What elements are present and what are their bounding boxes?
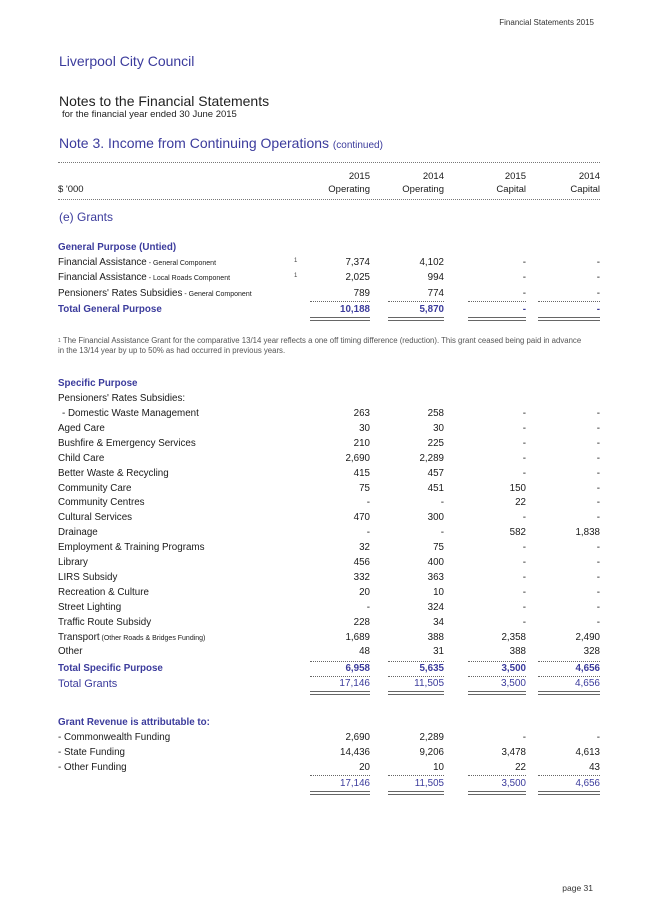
cell-2014-capital: -: [596, 304, 600, 315]
cell-2014-operating: 2,289: [419, 452, 444, 464]
cell-2014-capital: 4,656: [574, 678, 600, 689]
cell-2014-capital: 4,656: [575, 778, 600, 789]
cell-2015-capital: 3,500: [500, 678, 526, 689]
subtotal-rule: [468, 775, 526, 776]
row-label: - State Funding: [58, 747, 125, 758]
unit-label: $ '000: [58, 184, 84, 195]
col-type-4: Capital: [570, 184, 600, 195]
table-row: [58, 271, 600, 285]
table-row: [58, 731, 600, 745]
row-label: Cultural Services: [58, 512, 133, 524]
row-label: Drainage: [58, 527, 98, 539]
footnote-text: The Financial Assistance Grant for the comparative 13/14 year reflects a one off timing difference (reduction). This grant ceased being paid in advance in the 13/14 year by up to 50% as had occurred in previous years.: [58, 336, 582, 355]
cell-2015-capital: -: [522, 257, 526, 268]
row-label: Other: [58, 646, 83, 658]
col-year-2: 2014: [422, 171, 444, 182]
pension-subsidies-label-row: [58, 392, 600, 406]
note-title-text: Note 3. Income from Continuing Operations: [59, 135, 330, 151]
cell-2014-operating: 11,505: [414, 678, 444, 689]
row-label: Pensioners' Rates Subsidies: [58, 288, 183, 299]
subtotal-rule: [468, 301, 526, 302]
cell-2014-capital: -: [596, 586, 600, 598]
cell-2015-operating: 17,146: [339, 678, 370, 689]
cell-2014-capital: -: [596, 732, 600, 743]
cell-2015-capital: -: [522, 272, 526, 283]
cell-2015-operating: 10,188: [340, 304, 370, 315]
table-row: [58, 586, 600, 600]
row-label: Financial Assistance: [58, 272, 147, 283]
cell-2014-operating: 2,289: [419, 732, 444, 743]
row-label: Financial Assistance: [58, 257, 147, 268]
row-label-note: - Local Roads Component: [146, 275, 231, 282]
cell-2014-operating: 258: [427, 408, 444, 419]
cell-2014-capital: -: [596, 467, 600, 479]
table-row: [58, 645, 600, 659]
cell-2014-operating: 30: [433, 422, 444, 434]
cell-2015-operating: 30: [359, 422, 370, 434]
cell-2014-operating: 9,206: [419, 747, 444, 758]
cell-2015-capital: -: [522, 732, 526, 743]
total-double-rule: [310, 791, 370, 795]
total-double-rule: [310, 691, 370, 695]
cell-2014-capital: -: [596, 601, 600, 613]
council-name: Liverpool City Council: [59, 53, 195, 69]
cell-2015-capital: -: [522, 422, 526, 434]
row-label: - Commonwealth Funding: [58, 732, 171, 743]
note-title: [59, 135, 383, 151]
cell-2015-capital: 3,500: [501, 663, 526, 674]
total-label: Total Specific Purpose: [58, 663, 163, 674]
attributable-heading: Grant Revenue is attributable to:: [58, 717, 210, 728]
footnote-marker: 1: [58, 338, 61, 344]
cell-2015-capital: 3,500: [501, 778, 526, 789]
row-label: - Domestic Waste Management: [62, 408, 199, 419]
total-row: [58, 662, 600, 676]
cell-2015-operating: 32: [359, 542, 370, 554]
cell-2014-operating: 300: [427, 512, 444, 524]
cell-2014-operating: 363: [427, 571, 444, 583]
row-label: Bushfire & Emergency Services: [58, 437, 196, 449]
cell-2014-operating: 774: [427, 288, 444, 299]
footnote: [58, 336, 588, 356]
cell-2014-capital: -: [596, 272, 600, 283]
total-double-rule: [388, 317, 444, 321]
cell-2015-capital: -: [522, 408, 526, 419]
col-type-3: Capital: [496, 184, 526, 195]
cell-2015-capital: -: [522, 557, 526, 568]
cell-2015-capital: -: [522, 467, 526, 479]
table-row: [58, 601, 600, 615]
cell-2014-capital: -: [596, 452, 600, 464]
cell-2014-capital: -: [596, 512, 600, 524]
table-row: [58, 437, 600, 451]
table-row: [58, 422, 600, 436]
cell-2014-operating: 4,102: [419, 257, 444, 268]
cell-2014-operating: 10: [433, 762, 444, 773]
row-label: Recreation & Culture: [58, 586, 149, 598]
notes-subtitle: for the financial year ended 30 June 2015: [62, 109, 237, 120]
total-label: Total General Purpose: [58, 304, 162, 315]
row-label: Employment & Training Programs: [58, 542, 205, 554]
cell-2015-operating: 2,025: [345, 272, 370, 283]
row-label: Traffic Route Subsidy: [58, 616, 152, 628]
cell-2014-operating: 10: [433, 586, 444, 598]
cell-2015-operating: 470: [353, 512, 370, 524]
cell-2015-capital: -: [522, 542, 526, 554]
row-label: Aged Care: [58, 422, 105, 434]
row-label: Community Care: [58, 482, 132, 494]
table-row: [58, 467, 600, 481]
table-row: [58, 452, 600, 466]
cell-2015-operating: 2,690: [345, 452, 370, 464]
cell-2015-operating: -: [366, 497, 370, 509]
divider-top: [58, 162, 600, 163]
row-label-note: - General Component: [146, 260, 217, 267]
cell-2014-capital: -: [596, 542, 600, 554]
attributable-total-row: [58, 777, 600, 791]
subtotal-rule: [310, 301, 370, 302]
cell-2014-operating: 5,870: [419, 304, 444, 315]
total-double-rule: [468, 691, 526, 695]
total-row: [58, 303, 600, 317]
cell-2015-operating: 6,958: [345, 663, 370, 674]
table-row: [58, 556, 600, 570]
cell-2014-capital: -: [596, 482, 600, 494]
cell-2015-operating: 20: [359, 762, 370, 773]
cell-2015-operating: 2,690: [345, 732, 370, 743]
cell-2015-capital: 2,358: [501, 631, 526, 643]
row-label-note: - General Component: [182, 291, 252, 298]
cell-2015-operating: 789: [353, 288, 370, 299]
cell-2014-operating: 31: [433, 646, 444, 658]
cell-2014-capital: 43: [589, 762, 600, 773]
col-type-1: Operating: [328, 184, 370, 195]
total-double-rule: [538, 691, 600, 695]
cell-2014-capital: 4,613: [575, 747, 600, 758]
notes-title: Notes to the Financial Statements: [59, 93, 270, 109]
table-row: [58, 287, 600, 301]
cell-2015-operating: 48: [359, 646, 370, 658]
cell-2014-capital: -: [596, 571, 600, 583]
cell-2014-capital: -: [596, 616, 600, 628]
cell-2015-capital: 388: [509, 646, 526, 658]
table-row: [58, 746, 600, 760]
cell-2015-operating: 7,374: [345, 257, 370, 268]
cell-2015-capital: 3,478: [501, 747, 526, 758]
subtotal-rule: [388, 301, 444, 302]
cell-2014-capital: -: [596, 288, 600, 299]
total-double-rule: [468, 317, 526, 321]
table-row: [58, 407, 600, 421]
cell-2015-operating: 415: [353, 467, 370, 479]
header-document-title: Financial Statements 2015: [499, 18, 594, 27]
general-purpose-heading: General Purpose (Untied): [58, 242, 177, 253]
table-row: [58, 511, 600, 525]
table-row: [58, 256, 600, 270]
cell-2015-capital: -: [522, 437, 526, 449]
cell-2014-capital: 328: [583, 646, 600, 658]
row-label: Community Centres: [58, 497, 145, 509]
subtotal-rule: [538, 301, 600, 302]
col-type-2: Operating: [402, 184, 444, 195]
subtotal-rule: [388, 775, 444, 776]
table-row: [58, 496, 600, 510]
row-label-note: (Other Roads & Bridges Funding): [99, 634, 206, 642]
cell-2015-capital: -: [522, 512, 526, 524]
row-label: Better Waste & Recycling: [58, 467, 169, 479]
table-row: [58, 482, 600, 496]
cell-2015-operating: 17,146: [340, 778, 370, 789]
total-double-rule: [468, 791, 526, 795]
cell-2015-capital: -: [522, 586, 526, 598]
cell-2014-operating: 388: [427, 631, 444, 643]
cell-2015-capital: -: [522, 452, 526, 464]
cell-2015-capital: 150: [509, 482, 526, 494]
cell-2014-operating: 5,635: [419, 663, 444, 674]
cell-2014-operating: 34: [433, 616, 444, 628]
cell-2014-capital: -: [596, 422, 600, 434]
cell-2014-capital: -: [596, 257, 600, 268]
col-year-3: 2015: [504, 171, 526, 182]
cell-2015-operating: 228: [353, 616, 370, 628]
row-label: Pensioners' Rates Subsidies:: [58, 393, 186, 404]
cell-2015-operating: 456: [353, 557, 370, 568]
cell-2014-operating: -: [440, 497, 444, 509]
table-row: [58, 631, 600, 645]
row-label: Child Care: [58, 452, 105, 464]
cell-2015-operating: 1,689: [345, 631, 370, 643]
row-label: Transport: [58, 631, 100, 643]
table-row: [58, 526, 600, 540]
row-label: LIRS Subsidy: [58, 571, 118, 583]
table-row: [58, 761, 600, 775]
cell-2015-operating: -: [366, 601, 370, 613]
cell-2015-capital: -: [522, 304, 526, 315]
cell-2014-capital: 4,656: [575, 663, 600, 674]
row-label: Street Lighting: [58, 601, 122, 613]
cell-2015-operating: 263: [353, 408, 370, 419]
cell-2014-operating: 994: [427, 272, 444, 283]
cell-2014-capital: -: [596, 408, 600, 419]
row-label: Library: [58, 557, 88, 568]
cell-2015-capital: -: [522, 616, 526, 628]
cell-2015-operating: 75: [359, 482, 370, 494]
cell-2015-capital: -: [522, 601, 526, 613]
row-label: - Other Funding: [58, 762, 127, 773]
cell-2014-operating: 400: [427, 557, 444, 568]
grand-total-label: Total Grants: [58, 678, 118, 690]
cell-2014-operating: 324: [427, 601, 444, 613]
col-year-4: 2014: [578, 171, 600, 182]
total-double-rule: [538, 791, 600, 795]
total-double-rule: [388, 791, 444, 795]
cell-2015-operating: 20: [359, 586, 370, 598]
table-row: [58, 616, 600, 630]
cell-2014-operating: 11,505: [414, 778, 444, 789]
cell-2015-operating: 210: [353, 437, 370, 449]
table-row: [58, 541, 600, 555]
subtotal-rule: [538, 775, 600, 776]
cell-2015-capital: 582: [509, 527, 526, 539]
cell-2014-capital: -: [596, 557, 600, 568]
section-grants-heading: (e) Grants: [59, 210, 114, 224]
cell-2014-capital: -: [596, 497, 600, 509]
note-continued: (continued): [332, 140, 383, 151]
cell-2014-capital: 2,490: [575, 631, 600, 643]
cell-2014-operating: -: [440, 527, 444, 539]
table-row: [58, 571, 600, 585]
specific-purpose-heading: Specific Purpose: [58, 378, 138, 389]
footnote-marker: 1: [294, 258, 298, 264]
divider-header: [58, 199, 600, 200]
cell-2014-operating: 75: [433, 542, 444, 554]
subtotal-rule: [310, 775, 370, 776]
page-number: page 31: [562, 883, 593, 893]
cell-2015-operating: 14,436: [340, 747, 370, 758]
total-double-rule: [388, 691, 444, 695]
column-headers: [58, 171, 600, 199]
footnote-marker: 1: [294, 273, 298, 279]
cell-2015-capital: -: [522, 288, 526, 299]
cell-2014-operating: 451: [427, 482, 444, 494]
cell-2015-operating: -: [366, 527, 370, 539]
cell-2015-capital: 22: [515, 762, 526, 773]
cell-2014-capital: 1,838: [575, 527, 600, 539]
grand-total-row: [58, 677, 600, 691]
cell-2014-operating: 457: [427, 467, 444, 479]
total-double-rule: [310, 317, 370, 321]
cell-2015-capital: 22: [515, 497, 526, 509]
cell-2015-capital: -: [522, 571, 526, 583]
cell-2014-operating: 225: [427, 437, 444, 449]
col-year-1: 2015: [348, 171, 370, 182]
cell-2015-operating: 332: [353, 571, 370, 583]
total-double-rule: [538, 317, 600, 321]
cell-2014-capital: -: [596, 437, 600, 449]
